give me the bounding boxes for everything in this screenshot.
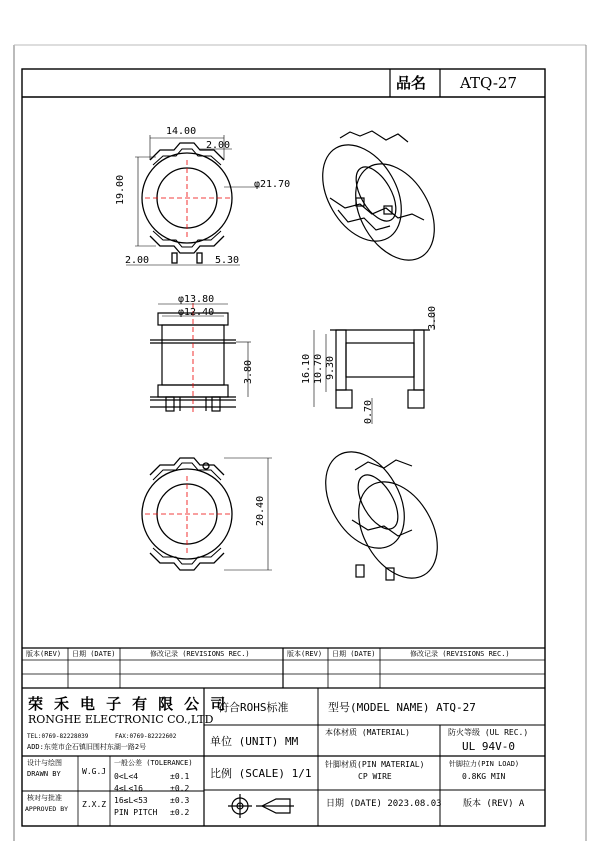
tolerance-1-value: ±0.1 bbox=[170, 772, 190, 781]
dim-side-pin: 3.80 bbox=[243, 359, 254, 384]
dim-right-top: 3.00 bbox=[427, 305, 438, 330]
dim-bottom-right: 5.30 bbox=[215, 255, 240, 266]
scale-label: 比例 (SCALE) 1/1 bbox=[210, 767, 312, 780]
tolerance-1-range: 0<L<4 bbox=[114, 772, 139, 781]
dim-right-16: 16.10 bbox=[301, 353, 312, 384]
company-address: ADD:东莞市企石镇旧围村东湖一路2号 bbox=[27, 743, 147, 751]
tolerance-title: 一般公差 (TOLERANCE) bbox=[114, 759, 193, 767]
drawn-by-label: 设计与绘图 bbox=[27, 759, 62, 767]
dim-side-outer: φ13.80 bbox=[178, 294, 215, 305]
tolerance-4-value: ±0.2 bbox=[170, 808, 190, 817]
dim-bottom-height: 20.40 bbox=[255, 495, 266, 526]
approved-by-label: 核对与批准 bbox=[27, 794, 62, 802]
isometric-view-top bbox=[307, 131, 451, 274]
dim-top-diameter: φ21.70 bbox=[254, 179, 291, 190]
dim-bottom-left: 2.00 bbox=[125, 255, 150, 266]
drawn-by-value: W.G.J bbox=[82, 767, 107, 776]
part-label: 品名 bbox=[396, 74, 427, 92]
approved-by-value: Z.X.Z bbox=[82, 800, 107, 809]
rev-col-2: 版本(REV) bbox=[287, 650, 323, 658]
company-fax: FAX:0769-82222602 bbox=[115, 733, 177, 740]
company-name-en: RONGHE ELECTRONIC CO.,LTD bbox=[28, 713, 214, 726]
tolerance-2-value: ±0.2 bbox=[170, 784, 190, 793]
dim-right-10: 10.70 bbox=[313, 353, 324, 384]
rohs-label: 符合ROHS标准 bbox=[218, 701, 289, 714]
date-col-1: 日期 (DATE) bbox=[72, 650, 116, 658]
drawn-by-en: DRAWN BY bbox=[27, 770, 61, 778]
record-col-1: 修改记录 (REVISIONS REC.) bbox=[150, 650, 250, 658]
company-name-cn: 荣 禾 电 子 有 限 公 司 bbox=[28, 695, 227, 713]
date-value: 日期 (DATE) 2023.08.03 bbox=[326, 799, 442, 809]
approved-by-en: APPROVED BY bbox=[25, 805, 69, 813]
dim-top-width: 14.00 bbox=[166, 126, 197, 137]
unit-label: 单位 (UNIT) MM bbox=[210, 735, 299, 748]
pin-material-label: 针脚材质(PIN MATERIAL) bbox=[325, 760, 425, 769]
side-view bbox=[330, 330, 430, 408]
tolerance-3-range: 16≤L<53 bbox=[114, 796, 148, 805]
tolerance-2-range: 4≤L<16 bbox=[114, 784, 143, 793]
model-label: 型号(MODEL NAME) ATQ-27 bbox=[328, 701, 476, 714]
dim-top-height: 19.00 bbox=[115, 174, 126, 205]
dim-right-pin: 0.70 bbox=[363, 399, 374, 424]
fire-rating-value: UL 94V-0 bbox=[462, 740, 515, 753]
revision-value: 版本 (REV) A bbox=[463, 799, 525, 809]
dim-right-9: 9.30 bbox=[325, 355, 336, 380]
isometric-view-bottom bbox=[310, 438, 454, 592]
projection-symbol-icon bbox=[228, 794, 294, 818]
dim-top-notch: 2.00 bbox=[206, 140, 231, 151]
record-col-2: 修改记录 (REVISIONS REC.) bbox=[410, 650, 510, 658]
company-tel: TEL:0769-82228039 bbox=[27, 733, 89, 740]
rev-col-1: 版本(REV) bbox=[26, 650, 62, 658]
tolerance-3-value: ±0.3 bbox=[170, 796, 190, 805]
date-col-2: 日期 (DATE) bbox=[332, 650, 376, 658]
pin-material-value: CP WIRE bbox=[358, 772, 392, 781]
fire-rating-label: 防火等级 (UL REC.) bbox=[448, 728, 529, 737]
part-number: ATQ-27 bbox=[460, 74, 518, 92]
pin-load-value: 0.8KG MIN bbox=[462, 772, 506, 781]
tolerance-4-range: PIN PITCH bbox=[114, 808, 158, 817]
pin-load-label: 针脚拉力(PIN LOAD) bbox=[449, 760, 520, 768]
dim-side-inner: φ12.40 bbox=[178, 307, 215, 318]
material-label: 本体材质 (MATERIAL) bbox=[325, 728, 410, 737]
